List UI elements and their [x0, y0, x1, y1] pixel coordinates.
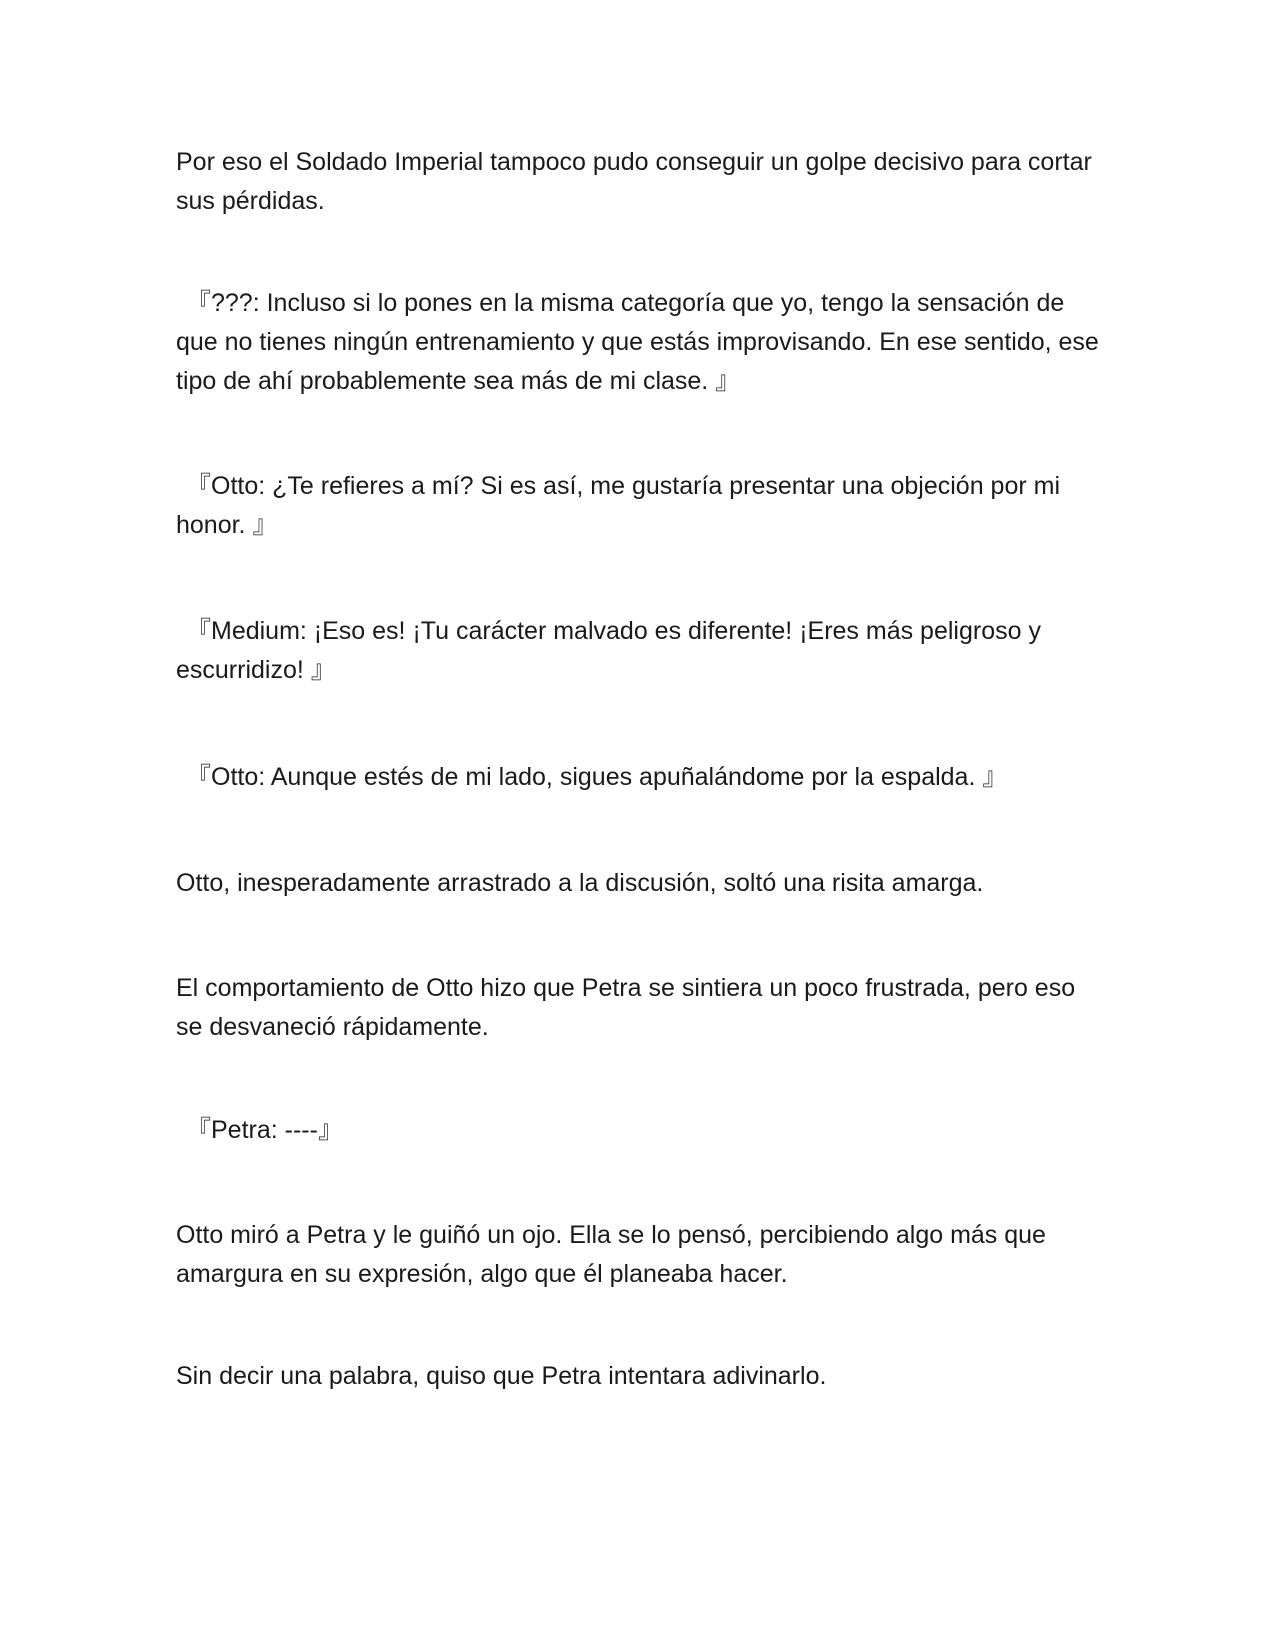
- dialogue-paragraph: 『Otto: Aunque estés de mi lado, sigues apuñalándome por la espalda. 』: [186, 763, 1008, 791]
- dialogue-paragraph: 『???: Incluso si lo pones en la misma categoría que yo, tengo la sensación de que no tienes ningún entrenamiento y que estás improvisando. En ese sentido, ese tipo de ahí probablemente sea más de mi clase. 』: [176, 289, 1099, 395]
- narration-paragraph: El comportamiento de Otto hizo que Petra se sintiera un poco frustrada, pero eso se desvaneció rápidamente.: [176, 974, 1076, 1041]
- narration-paragraph: Otto miró a Petra y le guiñó un ojo. Ella se lo pensó, percibiendo algo más que amargura en su expresión, algo que él planeaba hacer.: [176, 1221, 1046, 1288]
- narration-paragraph: Otto, inesperadamente arrastrado a la discusión, soltó una risita amarga.: [176, 869, 984, 897]
- narration-paragraph: Por eso el Soldado Imperial tampoco pudo conseguir un golpe decisivo para cortar sus pérdidas.: [176, 148, 1092, 215]
- dialogue-paragraph: 『Medium: ¡Eso es! ¡Tu carácter malvado es diferente! ¡Eres más peligroso y escurridizo! 』: [176, 617, 1041, 684]
- dialogue-paragraph: 『Otto: ¿Te refieres a mí? Si es así, me gustaría presentar una objeción por mi honor. 』: [176, 472, 1060, 539]
- narration-paragraph: Sin decir una palabra, quiso que Petra intentara adivinarlo.: [176, 1362, 827, 1390]
- dialogue-paragraph: 『Petra: ----』: [186, 1116, 343, 1144]
